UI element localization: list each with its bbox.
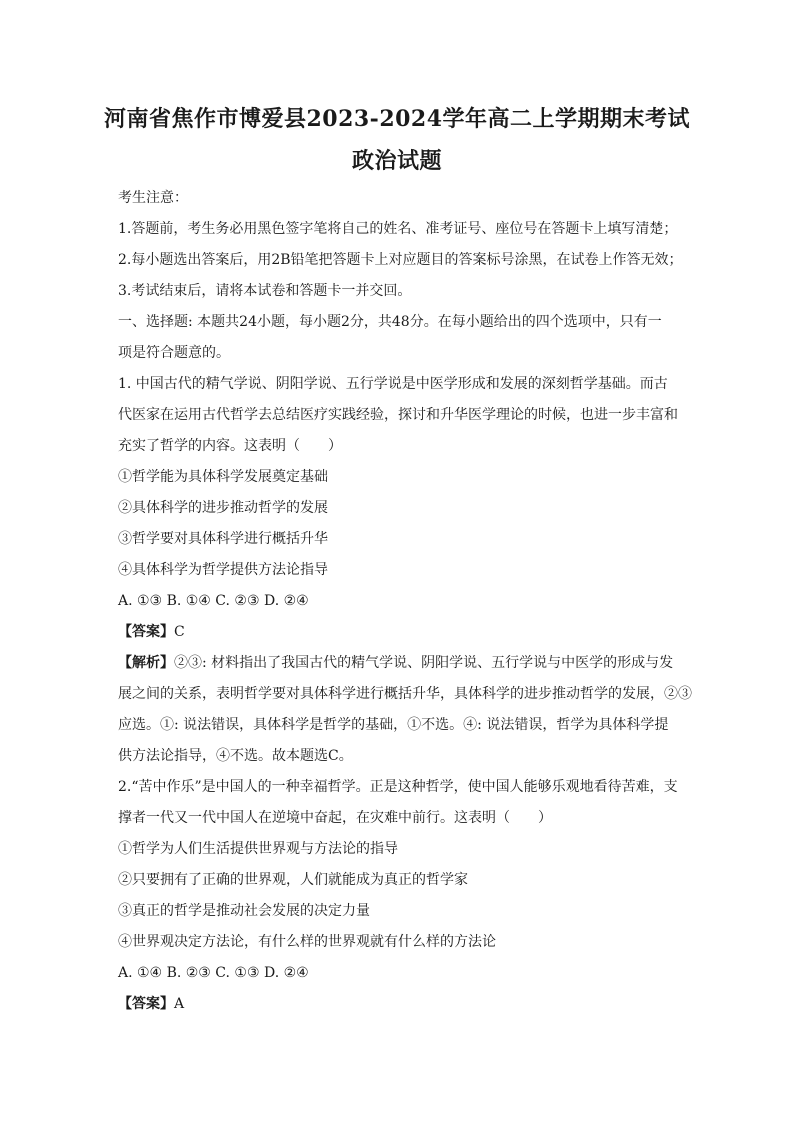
q1-stem-line: 充实了哲学的内容。这表明（ ） (118, 438, 342, 454)
q1-stem-line: 代医家在运用古代哲学去总结医疗实践经验，探讨和升华医学理论的时候，也进一步丰富和 (118, 407, 678, 423)
q1-stem-line: 1. 中国古代的精气学说、阴阳学说、五行学说是中医学形成和发展的深刻哲学基础。而古 (118, 376, 668, 392)
analysis-text: ②③: 材料指出了我国古代的精气学说、阴阳学说、五行学说与中医学的形成与发 (174, 655, 674, 671)
q1-choices: A. ①③ B. ①④ C. ②③ D. ②④ (118, 593, 309, 609)
q2-option: ①哲学为人们生活提供世界观与方法论的指导 (118, 841, 398, 857)
answer-value: A (174, 996, 185, 1012)
q1-option: ④具体科学为哲学提供方法论指导 (118, 562, 328, 578)
section-heading: 一、选择题: 本题共24小题，每小题2分，共48分。在每小题给出的四个选项中，只有一 (118, 314, 662, 330)
q2-stem-line: 2.“苦中作乐”是中国人的一种幸福哲学。正是这种哲学，使中国人能够乐观地看待苦难，支 (118, 779, 678, 795)
notice-item: 3.考试结束后，请将本试卷和答题卡一并交回。 (118, 283, 412, 299)
exam-title: 河南省焦作市博爱县2023-2024学年高二上学期期末考试 (103, 106, 691, 132)
q1-answer (118, 622, 185, 642)
q1-option: ①哲学能为具体科学发展奠定基础 (118, 469, 328, 485)
q1-option: ②具体科学的进步推动哲学的发展 (118, 500, 328, 516)
q2-option: ④世界观决定方法论，有什么样的世界观就有什么样的方法论 (118, 934, 496, 950)
q2-choices: A. ①④ B. ②③ C. ①③ D. ②④ (118, 965, 309, 981)
notice-item: 2.每小题选出答案后，用2B铅笔把答题卡上对应题目的答案标号涂黑，在试卷上作答无效； (118, 252, 683, 268)
q1-option: ③哲学要对具体科学进行概括升华 (118, 531, 328, 547)
q2-option: ②只要拥有了正确的世界观，人们就能成为真正的哲学家 (118, 872, 468, 888)
exam-subtitle: 政治试题 (351, 148, 442, 174)
answer-tag: 【答案】 (118, 996, 174, 1012)
q2-stem-line: 撑者一代又一代中国人在逆境中奋起，在灾难中前行。这表明（ ） (118, 810, 552, 826)
notice-item: 1.答题前，考生务必用黑色签字笔将自己的姓名、准考证号、座位号在答题卡上填写清楚； (118, 221, 678, 237)
q2-option: ③真正的哲学是推动社会发展的决定力量 (118, 903, 370, 919)
q2-answer (118, 994, 184, 1014)
answer-tag: 【答案】 (118, 624, 174, 640)
q1-analysis-line: 供方法论指导，④不选。故本题选C。 (118, 748, 353, 764)
analysis-tag: 【解析】 (118, 655, 174, 671)
q1-analysis-line (118, 653, 673, 673)
answer-value: C (174, 624, 185, 640)
q1-analysis-line: 展之间的关系，表明哲学要对具体科学进行概括升华，具体科学的进步推动哲学的发展，②③ (118, 686, 692, 702)
q1-analysis-line: 应选。①: 说法错误，具体科学是哲学的基础，①不选。④: 说法错误，哲学为具体科学提 (118, 717, 669, 733)
notice-heading: 考生注意： (118, 190, 188, 206)
section-heading-cont: 项是符合题意的。 (118, 345, 230, 361)
